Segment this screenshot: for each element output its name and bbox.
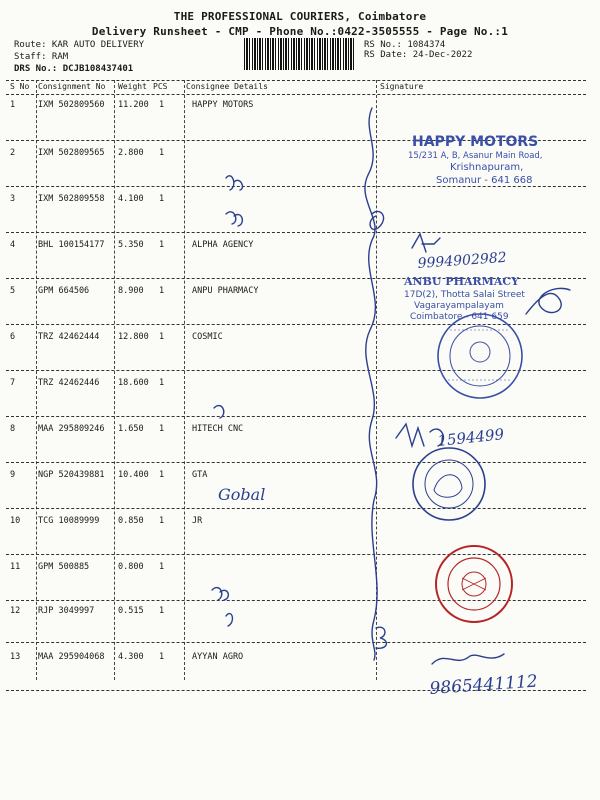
row-consignment: NGP 520439881: [38, 470, 105, 480]
row-pcs: 1: [159, 286, 165, 296]
row-sno: 11: [10, 562, 21, 572]
row-weight: 10.400: [118, 470, 149, 480]
row-weight: 11.200: [118, 100, 149, 110]
stamp-happy-addr1: 15/231 A, B, Asanur Main Road,: [408, 151, 543, 161]
signature-loop: [370, 211, 383, 229]
stamp-happy-addr3: Somanur - 641 668: [436, 175, 533, 186]
row-consignment: RJP 3049997: [38, 606, 95, 616]
row-sno: 1: [10, 100, 16, 110]
runsheet-title: Delivery Runsheet - CMP - Phone No.:0422-3505555 - Page No.:1: [91, 25, 509, 38]
row-consignee: AYYAN AGRO: [192, 652, 244, 662]
row-pcs: 1: [159, 240, 165, 250]
ditto-mark: [226, 212, 242, 226]
row-consignee: JR: [192, 516, 203, 526]
row-consignment: IXM 502809565: [38, 148, 105, 158]
ditto-mark: [226, 176, 242, 190]
gta-round-stamp: [413, 448, 485, 520]
row-consignment: TRZ 42462444: [38, 332, 100, 342]
row-pcs: 1: [159, 470, 165, 480]
stamp-happy-addr2: Krishnapuram,: [450, 162, 524, 173]
row-weight: 12.800: [118, 332, 149, 342]
row-consignee: GTA: [192, 470, 208, 480]
row-consignee: HAPPY MOTORS: [192, 100, 254, 110]
row-consignment: IXM 502809558: [38, 194, 105, 204]
row-consignee: ANPU PHARMACY: [192, 286, 259, 296]
company-title: THE PROFESSIONAL COURIERS, Coimbatore: [173, 10, 427, 23]
row-sno: 9: [10, 470, 16, 480]
row-pcs: 1: [159, 332, 165, 342]
row-consignment: TRZ 42462446: [38, 378, 100, 388]
stamp-anbu-addr3: Coimbatore - 641 659: [410, 312, 509, 322]
row-consignee: COSMIC: [192, 332, 223, 342]
row-pcs: 1: [159, 652, 165, 662]
row-weight: 1.650: [118, 424, 144, 434]
col-consignment: Consignment No: [38, 82, 106, 91]
alpha-signature: [412, 234, 440, 252]
col-weight: Weight: [118, 82, 147, 91]
row-weight: 8.900: [118, 286, 144, 296]
col-sno: S No: [10, 82, 30, 91]
row-consignment: IXM 502809560: [38, 100, 105, 110]
col-signature: Signature: [380, 82, 424, 91]
row-sno: 8: [10, 424, 16, 434]
phone-note-3: 9865441112: [428, 671, 539, 699]
row-consignment: BHL 100154177: [38, 240, 105, 250]
row-weight: 4.300: [118, 652, 144, 662]
row-sno: 10: [10, 516, 21, 526]
row-pcs: 1: [159, 562, 165, 572]
row-sno: 4: [10, 240, 16, 250]
signature-squiggle: [365, 108, 377, 660]
phone-note-2: 1594499: [436, 425, 505, 450]
row-consignment: MAA 295904068: [38, 652, 105, 662]
gtn-note: Gobal: [218, 485, 266, 504]
row-weight: 0.850: [118, 516, 144, 526]
col-consignee: Consignee Details: [186, 82, 268, 91]
ditto-mark: [214, 406, 224, 418]
row-consignment: MAA 295809246: [38, 424, 105, 434]
anbu-signature: [526, 288, 570, 314]
col-pcs: PCS: [153, 82, 168, 91]
row-consignment: GPM 664506: [38, 286, 90, 296]
stamp-anbu-addr2: Vagarayampalayam: [414, 301, 504, 311]
row-sno: 3: [10, 194, 16, 204]
row-pcs: 1: [159, 606, 165, 616]
row-pcs: 1: [159, 194, 165, 204]
ditto-mark: [226, 614, 232, 626]
rs-date: RS Date: 24-Dec-2022: [364, 50, 473, 60]
row-pcs: 1: [159, 100, 165, 110]
row-pcs: 1: [159, 424, 165, 434]
row-weight: 0.800: [118, 562, 144, 572]
happy-motors-stamp: [408, 134, 543, 186]
stamp-anbu-addr1: 17D(2), Thotta Salai Street: [404, 290, 525, 300]
ditto-mark: [212, 588, 228, 600]
row-sno: 5: [10, 286, 16, 296]
route-label: Route: KAR AUTO DELIVERY: [14, 40, 145, 50]
row-consignee: HITECH CNC: [192, 424, 244, 434]
stamp-happy-name: HAPPY MOTORS: [412, 134, 539, 150]
row-weight: 4.100: [118, 194, 144, 204]
stamp-anbu-name: ANBU PHARMACY: [404, 275, 519, 288]
row-weight: 5.350: [118, 240, 144, 250]
row-pcs: 1: [159, 148, 165, 158]
staff-label: Staff: RAM: [14, 52, 69, 62]
row-pcs: 1: [159, 516, 165, 526]
row-weight: 2.800: [118, 148, 144, 158]
ayyan-signature: [432, 654, 504, 664]
rs-number: RS No.: 1084374: [364, 40, 446, 50]
jr-red-stamp: [436, 546, 512, 622]
cosmic-round-stamp: [438, 314, 522, 398]
row-weight: 0.515: [118, 606, 144, 616]
phone-note-1: 9994902982: [417, 249, 508, 272]
row-consignment: TCG 10089999: [38, 516, 100, 526]
row-sno: 2: [10, 148, 16, 158]
signature-three: [376, 627, 386, 648]
row-consignment: GPM 500885: [38, 562, 90, 572]
anbu-pharmacy-stamp: [403, 275, 525, 322]
row-sno: 12: [10, 606, 21, 616]
row-sno: 6: [10, 332, 16, 342]
row-pcs: 1: [159, 378, 165, 388]
row-consignee: ALPHA AGENCY: [192, 240, 254, 250]
row-sno: 7: [10, 378, 16, 388]
row-sno: 13: [10, 652, 21, 662]
drs-number: DRS No.: DCJB108437401: [14, 64, 134, 74]
row-weight: 18.600: [118, 378, 149, 388]
